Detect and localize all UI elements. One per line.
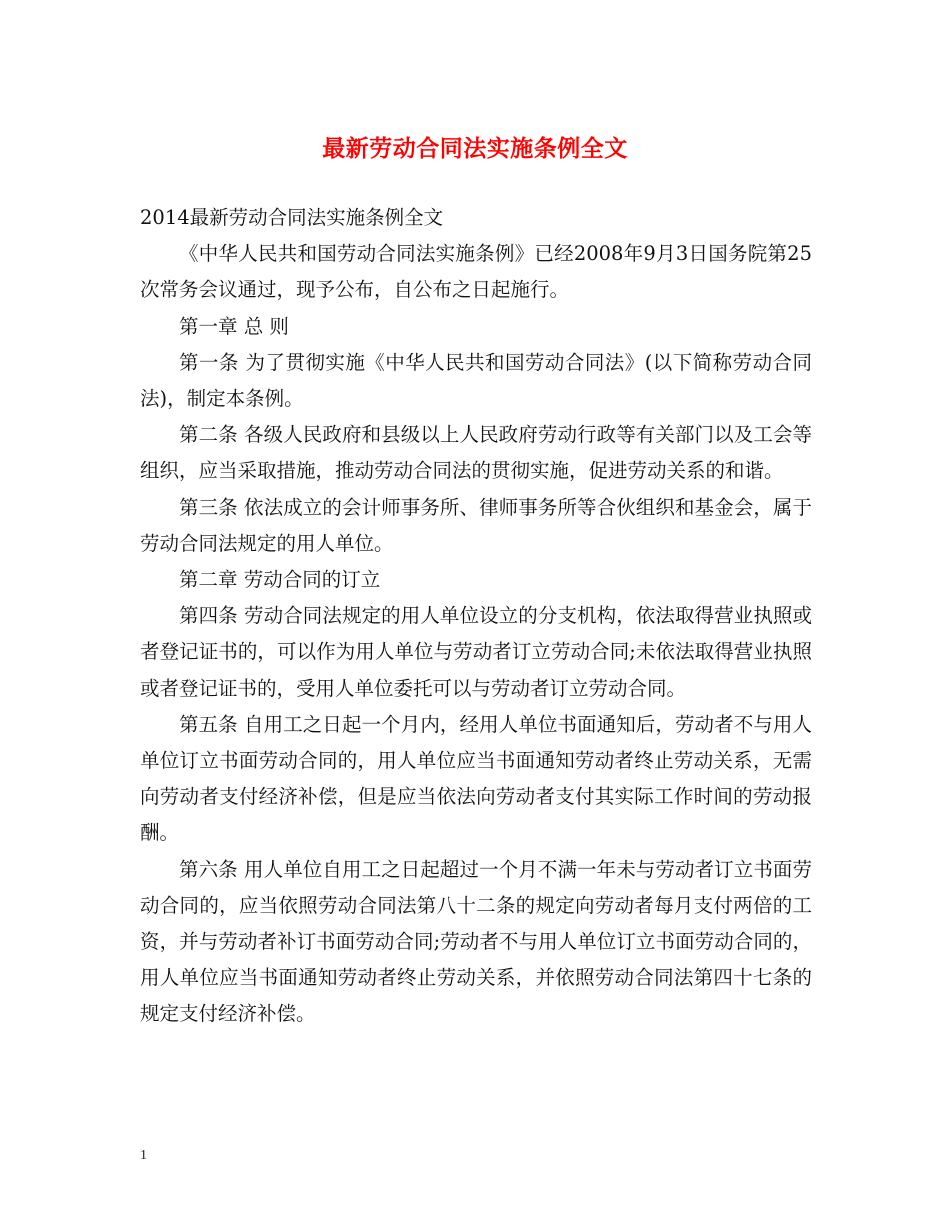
article-5: 第五条 自用工之日起一个月内，经用人单位书面通知后，劳动者不与用人单位订立书面劳动合同的，用人单位应当书面通知劳动者终止劳动关系，无需向劳动者支付经济补偿，但是应当依法向劳动者支付其实际工作时间的劳动报酬。 <box>140 712 812 845</box>
preamble-paragraph: 《中华人民共和国劳动合同法实施条例》已经2008年9月3日国务院第25次常务会议通过，现予公布，自公布之日起施行。 <box>140 242 812 302</box>
document-body <box>140 200 812 1033</box>
article-4: 第四条 劳动合同法规定的用人单位设立的分支机构，依法取得营业执照或者登记证书的，可以作为用人单位与劳动者订立劳动合同;未依法取得营业执照或者登记证书的，受用人单位委托可以与劳动者订立劳动合同。 <box>140 604 812 700</box>
article-6: 第六条 用人单位自用工之日起超过一个月不满一年未与劳动者订立书面劳动合同的，应当依照劳动合同法第八十二条的规定向劳动者每月支付两倍的工资，并与劳动者补订书面劳动合同;劳动者不与用人单位订立书面劳动合同的，用人单位应当书面通知劳动者终止劳动关系，并依照劳动合同法第四十七条的规定支付经济补偿。 <box>140 857 812 1026</box>
article-1: 第一条 为了贯彻实施《中华人民共和国劳动合同法》(以下简称劳动合同法)，制定本条例。 <box>140 350 812 411</box>
chapter-heading-1: 第一章 总 则 <box>179 314 289 338</box>
page-number: 1 <box>140 1148 147 1163</box>
subtitle-line: 2014最新劳动合同法实施条例全文 <box>140 206 444 229</box>
article-2: 第二条 各级人民政府和县级以上人民政府劳动行政等有关部门以及工会等组织，应当采取措施，推动劳动合同法的贯彻实施，促进劳动关系的和谐。 <box>140 423 812 483</box>
document-title: 最新劳动合同法实施条例全文 <box>322 135 628 162</box>
chapter-heading-2: 第二章 劳动合同的订立 <box>179 568 381 592</box>
article-3: 第三条 依法成立的会计师事务所、律师事务所等合伙组织和基金会，属于劳动合同法规定的用人单位。 <box>140 495 812 555</box>
